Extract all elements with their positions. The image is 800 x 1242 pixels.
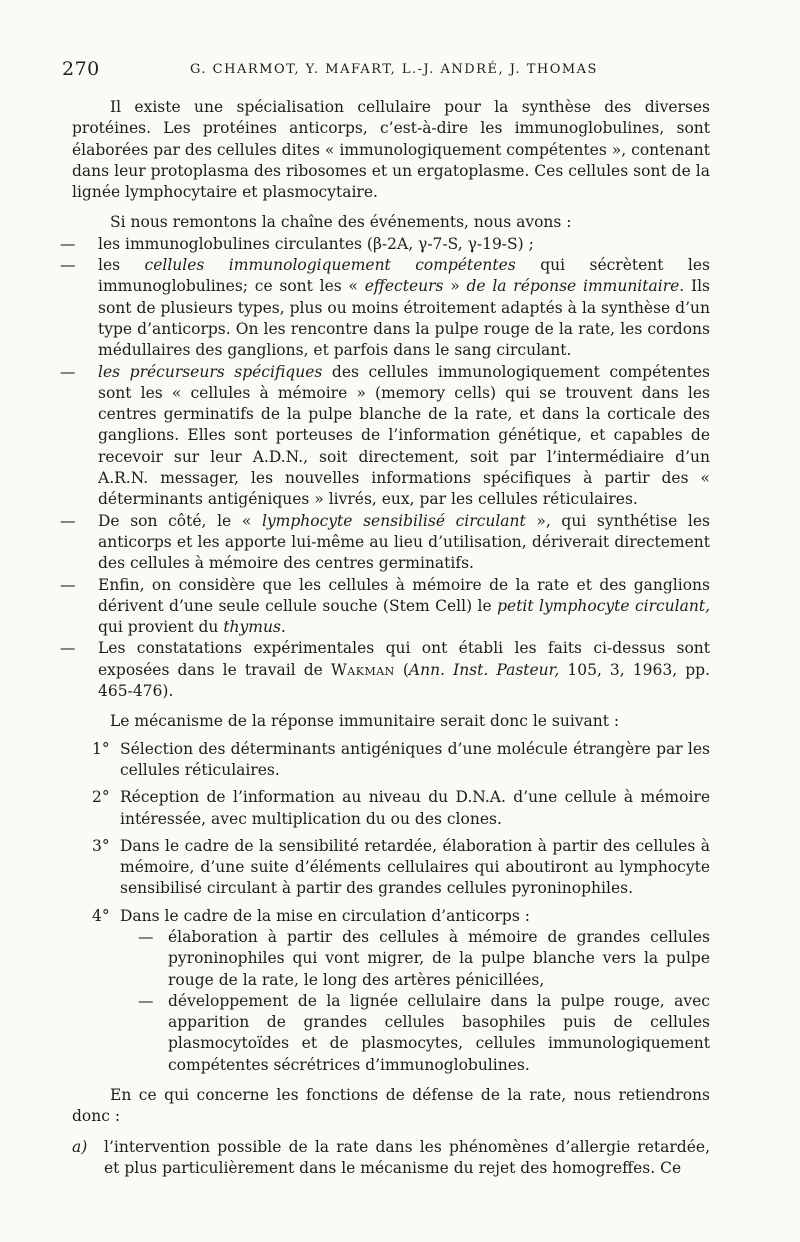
sub-item-developpement: — développement de la lignée cellulaire dans la pulpe rouge, avec apparition de grandes cellules basophiles puis de cellules plasmocytoïdes et de plasmocytes, cellules immunologiquement compétentes sécrétrices d’immunoglobulines. xyxy=(138,991,710,1074)
dash-marker: — xyxy=(60,639,76,658)
dash-marker: — xyxy=(60,362,76,381)
page-header xyxy=(62,58,740,86)
dash-item-cellules-competentes: — les cellules immunologiquement compétentes qui sécrètent les immunoglobulines; ce sont les « effecteurs » de la réponse immunitaire. Ils sont de plusieurs types, plus ou moins étroitement adaptés à la synthèse d’un type d’anticorps. On les rencontre dans la pulpe rouge de la rate, les cordons médullaires des ganglions, et parfois dans le sang circulant. xyxy=(60,256,711,360)
paragraph-chain: Si nous remontons la chaîne des événements, nous avons : xyxy=(110,213,572,232)
dash-marker: — xyxy=(60,256,76,275)
dash-marker: — xyxy=(60,575,76,594)
dash-marker: — xyxy=(138,927,154,946)
numbered-item-2: 2° Réception de l’information au niveau du D.N.A. d’une cellule à mémoire intéressée, avec multiplication du ou des clones. xyxy=(92,788,710,828)
item-a-label: a) xyxy=(72,1137,88,1156)
dash-item-precurseurs: — les précurseurs spécifiques des cellules immunologiquement compétentes sont les « cellules à mémoire » (memory cells) qui se trouvent dans les centres germinatifs de la pulpe blanche de la rate, et dans la corticale des ganglions. Elles sont porteuses de l’information génétique, et capables de recevoir sur leur A.D.N., soit directement, soit par l’intermédiaire d’un A.R.N. messager, les nouvelles informations spécifiques à partir des « déterminants antigéniques » livrés, eux, par les cellules réticulaires. xyxy=(60,362,710,509)
dash-item-immunoglobulines: — les immunoglobulines circulantes (β-2A, γ-7-S, γ-19-S) ; xyxy=(72,234,710,255)
dash-item-wakman-reference: — Les constatations expérimentales qui ont établi les faits ci-dessus sont exposées dans le travail de Wakman (Ann. Inst. Pasteur, 105, 3, 1963, pp. 465-476). xyxy=(60,639,710,701)
paragraph-mecanisme: Le mécanisme de la réponse immunitaire serait donc le suivant : xyxy=(110,712,620,731)
numbered-item-1: 1° Sélection des déterminants antigéniques d’une molécule étrangère par les cellules réticulaires. xyxy=(92,739,710,779)
dash-marker: — xyxy=(60,511,76,530)
dash-marker: — xyxy=(60,234,76,253)
numbered-list xyxy=(92,739,710,927)
paragraph-fonctions: En ce qui concerne les fonctions de défense de la rate, nous retiendrons donc : xyxy=(72,1086,710,1126)
item-a: a) l’intervention possible de la rate dans les phénomènes d’allergie retardée, et plus particulièrement dans le mécanisme du rejet des homogreffes. Ce xyxy=(72,1137,710,1177)
numbered-item-4: 4° Dans le cadre de la mise en circulation d’anticorps : xyxy=(92,906,530,925)
dash-item-lymphocyte: — De son côté, le « lymphocyte sensibilisé circulant », qui synthétise les anticorps et les apporte lui-même au lieu d’utilisation, dériverait directement des cellules à mémoire des centres germinatifs. xyxy=(60,511,710,573)
article-body xyxy=(60,97,711,1179)
page-number: 270 xyxy=(62,58,100,80)
numbered-item-3: 3° Dans le cadre de la sensibilité retardée, élaboration à partir des cellules à mémoire, d’une suite d’éléments cellulaires qui aboutiront au lymphocyte sensibilisé circulant à partir des grandes cellules pyroninophiles. xyxy=(92,836,710,898)
running-head: G. CHARMOT, Y. MAFART, L.-J. ANDRÉ, J. THOMAS xyxy=(190,62,598,77)
dash-marker: — xyxy=(138,991,154,1010)
dash-item-stem-cell: — Enfin, on considère que les cellules à mémoire de la rate et des ganglions dérivent d’une seule cellule souche (Stem Cell) le petit lymphocyte circulant, qui provient du thymus. xyxy=(60,575,711,637)
sub-item-elaboration: — élaboration à partir des cellules à mémoire de grandes cellules pyroninophiles qui vont migrer, de la pulpe blanche vers la pulpe rouge de la rate, le long des artères pénicillées, xyxy=(138,927,710,989)
paragraph-intro: Il existe une spécialisation cellulaire pour la synthèse des diverses protéines. Les protéines anticorps, c’est-à-dire les immunoglobulines, sont élaborées par des cellules dites « immunologiquement compétentes », contenant dans leur protoplasma des ribosomes et un ergatoplasme. Ces cellules sont de la lignée lymphocytaire et plasmocytaire. xyxy=(72,98,710,202)
